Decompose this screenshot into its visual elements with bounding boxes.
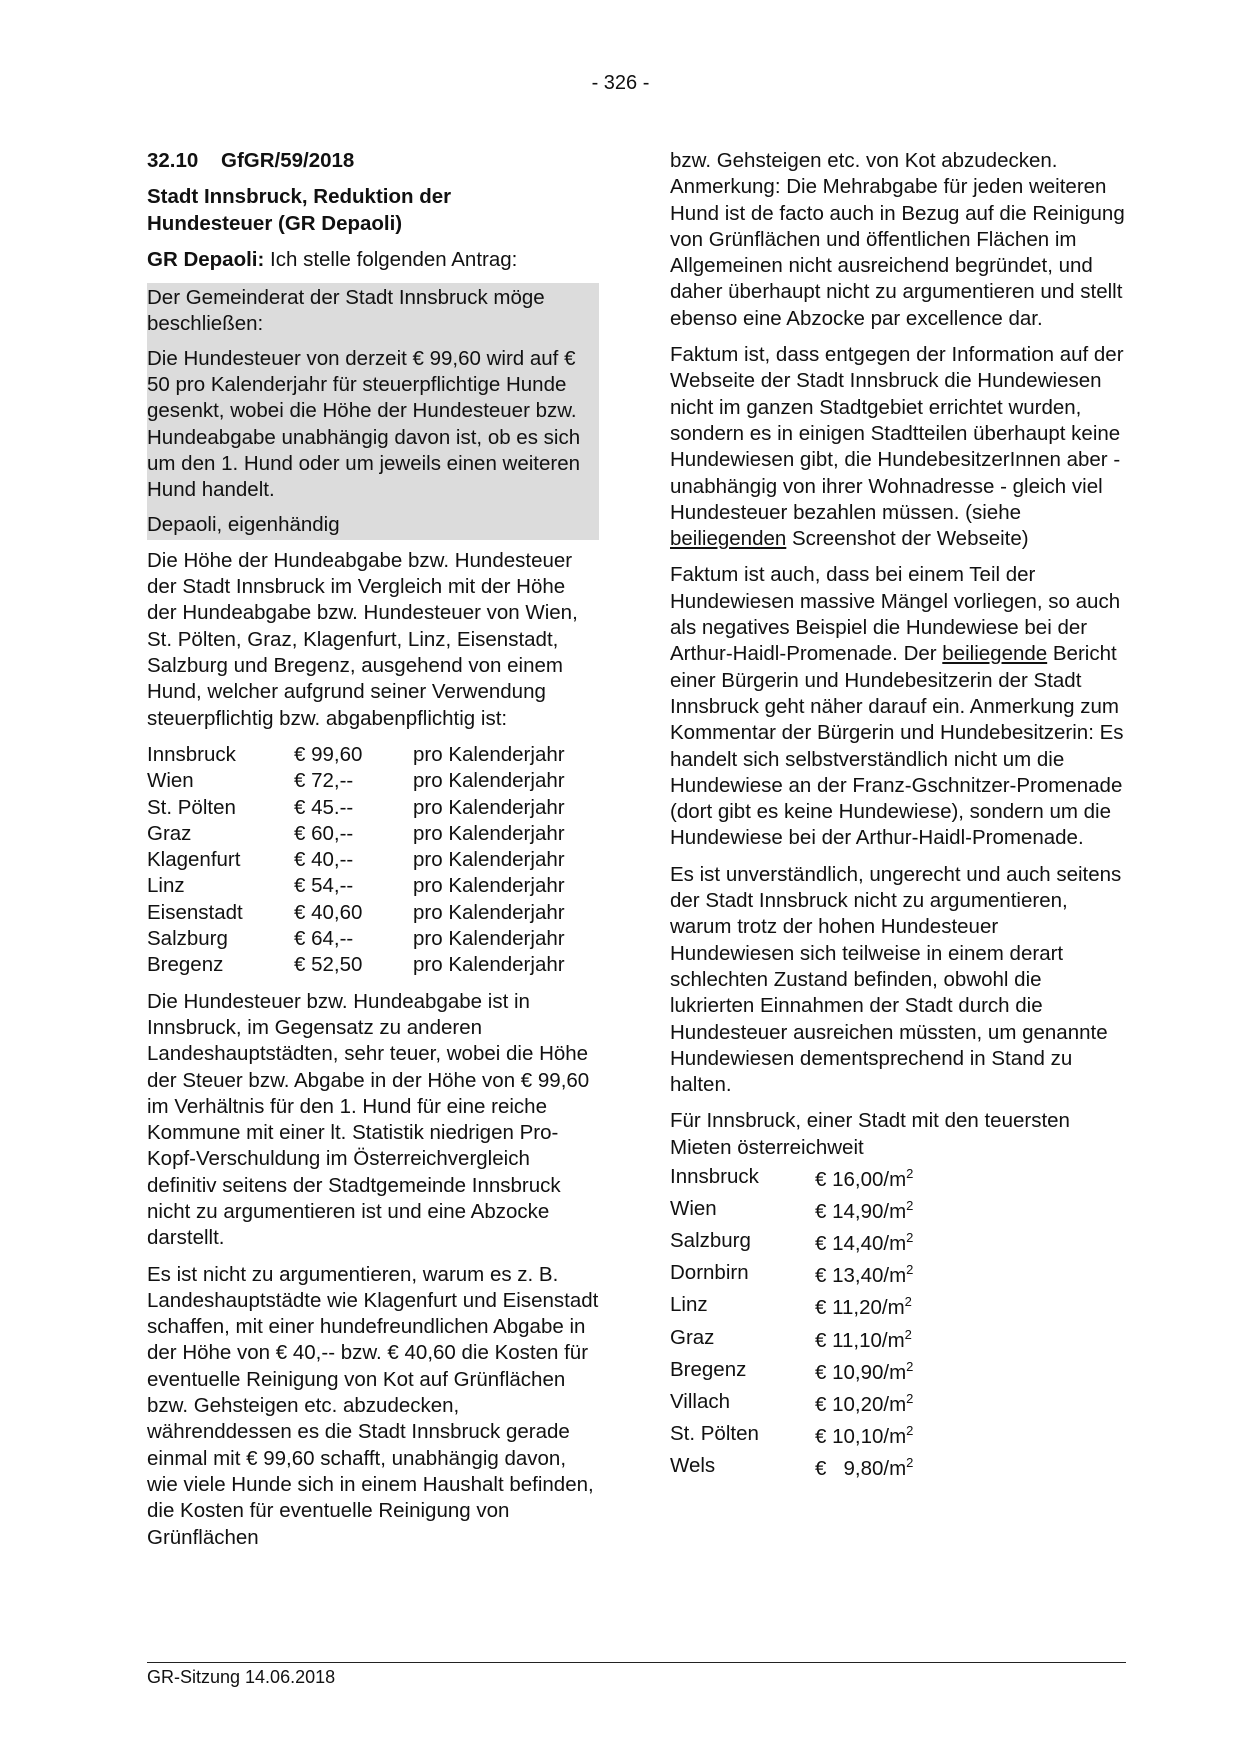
rent-row (670, 1161, 913, 1193)
rent-row (670, 1418, 913, 1450)
rent-amount-cell (815, 1225, 913, 1257)
period-cell: pro Kalenderjahr (413, 821, 565, 845)
period-cell: pro Kalenderjahr (413, 874, 565, 898)
rent-city-cell: Wien (670, 1197, 717, 1221)
rent-amount: € 14,40/m (815, 1232, 907, 1256)
rent-amount: € 9,80/m (815, 1456, 907, 1480)
rents-intro: Für Innsbruck, einer Stadt mit den teuersten Mieten österreichweit (670, 1109, 1070, 1159)
rent-city-cell: Villach (670, 1389, 731, 1413)
rent-amount-cell (815, 1322, 913, 1354)
rent-amount: € 11,10/m (815, 1328, 905, 1352)
period-cell: pro Kalenderjahr (413, 900, 565, 924)
amount-cell: € 45.-- (294, 795, 354, 819)
rent-unit-exponent: 2 (906, 1262, 914, 1278)
period-cell: pro Kalenderjahr (413, 848, 565, 872)
fact2-paragraph (670, 562, 1125, 851)
motion-box (147, 283, 599, 540)
motion-paragraph-1: Der Gemeinderat der Stadt Innsbruck möge beschließen: (147, 286, 545, 336)
unfair-paragraph: Es ist unverständlich, ungerecht und auch seitens der Stadt Innsbruck nicht zu argumentieren, warum trotz der hohen Hundesteuer Hundewiesen sich teilweise in einem derart schlechten Zustand befinden, obwohl die lukrierten Einnahmen der Stadt durch die Hundesteuer ausreichen müssten, um genannte Hundewiesen dementsprechend in Stand zu halten. (670, 862, 1122, 1097)
rent-city-cell: Bregenz (670, 1357, 747, 1381)
footer-rule (147, 1662, 1126, 1663)
fact2-text-a: Faktum ist auch, dass bei einem Teil der Hundewiesen massive Mängel vorliegen, so auch als negatives Beispiel die Hundewiese bei der Arthur-Haidl-Promenade. Der (670, 563, 1121, 666)
rent-amount-cell (815, 1193, 913, 1225)
fact1-paragraph (670, 342, 1125, 552)
rent-amount: € 16,00/m (815, 1167, 907, 1191)
fact1-text-b: Screenshot der Webseite) (786, 527, 1029, 551)
rent-unit-exponent: 2 (906, 1230, 914, 1246)
fact2-underlined: beiliegende (942, 642, 1048, 666)
rent-amount-cell (815, 1418, 913, 1450)
rent-amount-cell (815, 1450, 913, 1482)
rent-unit-exponent: 2 (906, 1165, 914, 1181)
intro-text: Ich stelle folgenden Antrag: (264, 247, 518, 271)
dog-tax-row (147, 821, 565, 847)
item-number: 32.10 (147, 149, 199, 172)
expensive-paragraph: Die Hundesteuer bzw. Hundeabgabe ist in Innsbruck, im Gegensatz zu anderen Landeshauptstädten, sehr teuer, wobei die Höhe der Steuer bzw. Abgabe in der Höhe von € 99,60 im Verhältnis für den 1. Hund für eine reiche Kommune mit einer lt. Statistik niedrigen Pro-Kopf-Verschuldung im Österreichvergleich definitiv seitens der Stadtgemeinde Innsbruck nicht zu argumentieren ist und eine Abzocke darstellt. (147, 989, 590, 1250)
rent-amount-cell (815, 1386, 913, 1418)
amount-cell: € 60,-- (294, 821, 354, 845)
dog-tax-row (147, 900, 565, 926)
page-number: - 326 - (591, 72, 650, 94)
dog-tax-table (147, 742, 565, 979)
city-cell: Wien (147, 769, 194, 793)
motion-signature: Depaoli, eigenhändig (147, 512, 340, 536)
rent-city-cell: Dornbirn (670, 1261, 749, 1285)
rent-city-cell: Graz (670, 1325, 715, 1349)
rent-amount-cell (815, 1354, 913, 1386)
item-title-line2: Hundesteuer (GR Depaoli) (147, 211, 403, 235)
city-cell: Klagenfurt (147, 848, 241, 872)
rent-unit-exponent: 2 (904, 1326, 912, 1342)
rent-unit-exponent: 2 (906, 1455, 914, 1471)
dog-tax-row (147, 952, 565, 978)
speaker-name: GR Depaoli: (147, 247, 265, 271)
dog-tax-row (147, 873, 565, 899)
rent-unit-exponent: 2 (904, 1294, 912, 1310)
rent-unit-exponent: 2 (906, 1422, 914, 1438)
city-cell: Eisenstadt (147, 900, 243, 924)
fact1-underlined: beiliegenden (670, 527, 787, 551)
period-cell: pro Kalenderjahr (413, 742, 565, 766)
left-column (147, 148, 599, 1561)
amount-cell: € 72,-- (294, 769, 354, 793)
rent-row (670, 1450, 913, 1482)
rent-row (670, 1354, 913, 1386)
footer-text: GR-Sitzung 14.06.2018 (147, 1667, 336, 1687)
dog-tax-row (147, 847, 565, 873)
dog-tax-row (147, 795, 565, 821)
amount-cell: € 40,60 (294, 900, 363, 924)
rent-amount-cell (815, 1289, 913, 1321)
rent-row (670, 1289, 913, 1321)
amount-cell: € 54,-- (294, 874, 354, 898)
city-cell: Innsbruck (147, 742, 236, 766)
rent-row (670, 1193, 913, 1225)
dog-tax-row (147, 926, 565, 952)
rent-amount: € 10,20/m (815, 1392, 907, 1416)
period-cell: pro Kalenderjahr (413, 927, 565, 951)
city-cell: Linz (147, 874, 185, 898)
rent-amount: € 13,40/m (815, 1264, 907, 1288)
right-column (670, 148, 1125, 1482)
fact2-text-b: Bericht einer Bürgerin und Hundebesitzerin der Stadt Innsbruck geht näher darauf ein. Anmerkung zum Kommentar der Bürgerin und Hundebesitzerin: Es handelt sich selbstverständlich nicht um die Hundewiese an der Franz-Gschnitzer-Promenade (dort gibt es keine Hundewiese), sondern um die Hundewiese bei der Arthur-Haidl-Promenade. (670, 642, 1124, 850)
rent-amount: € 10,10/m (815, 1424, 907, 1448)
motion-paragraph-2: Die Hundesteuer von derzeit € 99,60 wird auf € 50 pro Kalenderjahr für steuerpflichtige Hunde gesenkt, wobei die Höhe der Hundesteuer bzw. Hundeabgabe unabhängig davon ist, ob es sich um den 1. Hund oder um jeweils einen weiteren Hund handelt. (147, 346, 581, 502)
rent-unit-exponent: 2 (906, 1198, 914, 1214)
rent-city-cell: Salzburg (670, 1229, 751, 1253)
city-cell: Salzburg (147, 927, 228, 951)
period-cell: pro Kalenderjahr (413, 769, 565, 793)
rents-table (670, 1161, 913, 1482)
rent-city-cell: Linz (670, 1293, 708, 1317)
rent-amount-cell (815, 1257, 913, 1289)
rent-row (670, 1386, 913, 1418)
city-cell: Bregenz (147, 953, 224, 977)
amount-cell: € 99,60 (294, 742, 363, 766)
rent-row (670, 1257, 913, 1289)
rent-row (670, 1225, 913, 1257)
rent-unit-exponent: 2 (906, 1358, 914, 1374)
amount-cell: € 52,50 (294, 953, 363, 977)
item-heading (147, 148, 599, 174)
continuation-paragraph: bzw. Gehsteigen etc. von Kot abzudecken. Anmerkung: Die Mehrabgabe für jeden weiteren Hund ist de facto auch in Bezug auf die Reinigung von Grünflächen und öffentlichen Flächen im Allgemeinen nicht ausreichend begründet, und daher überhaupt nicht zu argumentieren und stellt ebenso eine Abzocke par excellence dar. (670, 149, 1125, 330)
item-title (147, 184, 599, 237)
rent-city-cell: St. Pölten (670, 1421, 759, 1445)
item-title-line1: Stadt Innsbruck, Reduktion der (147, 185, 452, 209)
amount-cell: € 64,-- (294, 927, 354, 951)
rent-unit-exponent: 2 (906, 1390, 914, 1406)
city-cell: St. Pölten (147, 795, 236, 819)
rent-city-cell: Wels (670, 1454, 716, 1478)
item-code: GfGR/59/2018 (221, 149, 355, 172)
argue-paragraph: Es ist nicht zu argumentieren, warum es z. B. Landeshauptstädte wie Klagenfurt und Eisenstadt schaffen, mit einer hundefreundlichen Abgabe in der Höhe von € 40,-- bzw. € 40,60 die Kosten für eventuelle Reinigung von Kot auf Grünflächen bzw. Gehsteigen etc. abzudecken, währenddessen es die Stadt Innsbruck gerade einmal mit € 99,60 schafft, unabhängig davon, wie viele Hunde sich in einem Haushalt befinden, die Kosten für eventuelle Reinigung von Grünflächen (147, 1262, 599, 1549)
period-cell: pro Kalenderjahr (413, 953, 565, 977)
rent-amount: € 10,90/m (815, 1360, 907, 1384)
period-cell: pro Kalenderjahr (413, 795, 565, 819)
rent-amount: € 11,20/m (815, 1296, 905, 1320)
rent-amount: € 14,90/m (815, 1199, 907, 1223)
rent-city-cell: Innsbruck (670, 1164, 759, 1188)
amount-cell: € 40,-- (294, 848, 354, 872)
rent-amount-cell (815, 1161, 913, 1193)
city-cell: Graz (147, 821, 192, 845)
rent-row (670, 1322, 913, 1354)
fact1-text-a: Faktum ist, dass entgegen der Information auf der Webseite der Stadt Innsbruck die Hundewiesen nicht im ganzen Stadtgebiet errichtet wurden, sondern es in einigen Stadtteilen überhaupt keine Hundewiesen gibt, die HundebesitzerInnen aber - unabhängig von ihrer Wohnadresse - gleich viel Hundesteuer bezahlen müssen. (siehe (670, 343, 1124, 524)
dog-tax-row (147, 768, 565, 794)
intro-paragraph (147, 247, 599, 273)
dog-tax-row (147, 742, 565, 768)
compare-paragraph: Die Höhe der Hundeabgabe bzw. Hundesteuer der Stadt Innsbruck im Vergleich mit der Höhe der Hundeabgabe bzw. Hundesteuer von Wien, St. Pölten, Graz, Klagenfurt, Linz, Eisenstadt, Salzburg und Bregenz, ausgehend von einem Hund, welcher aufgrund seiner Verwendung steuerpflichtig bzw. abgabenpflichtig ist: (147, 548, 578, 730)
